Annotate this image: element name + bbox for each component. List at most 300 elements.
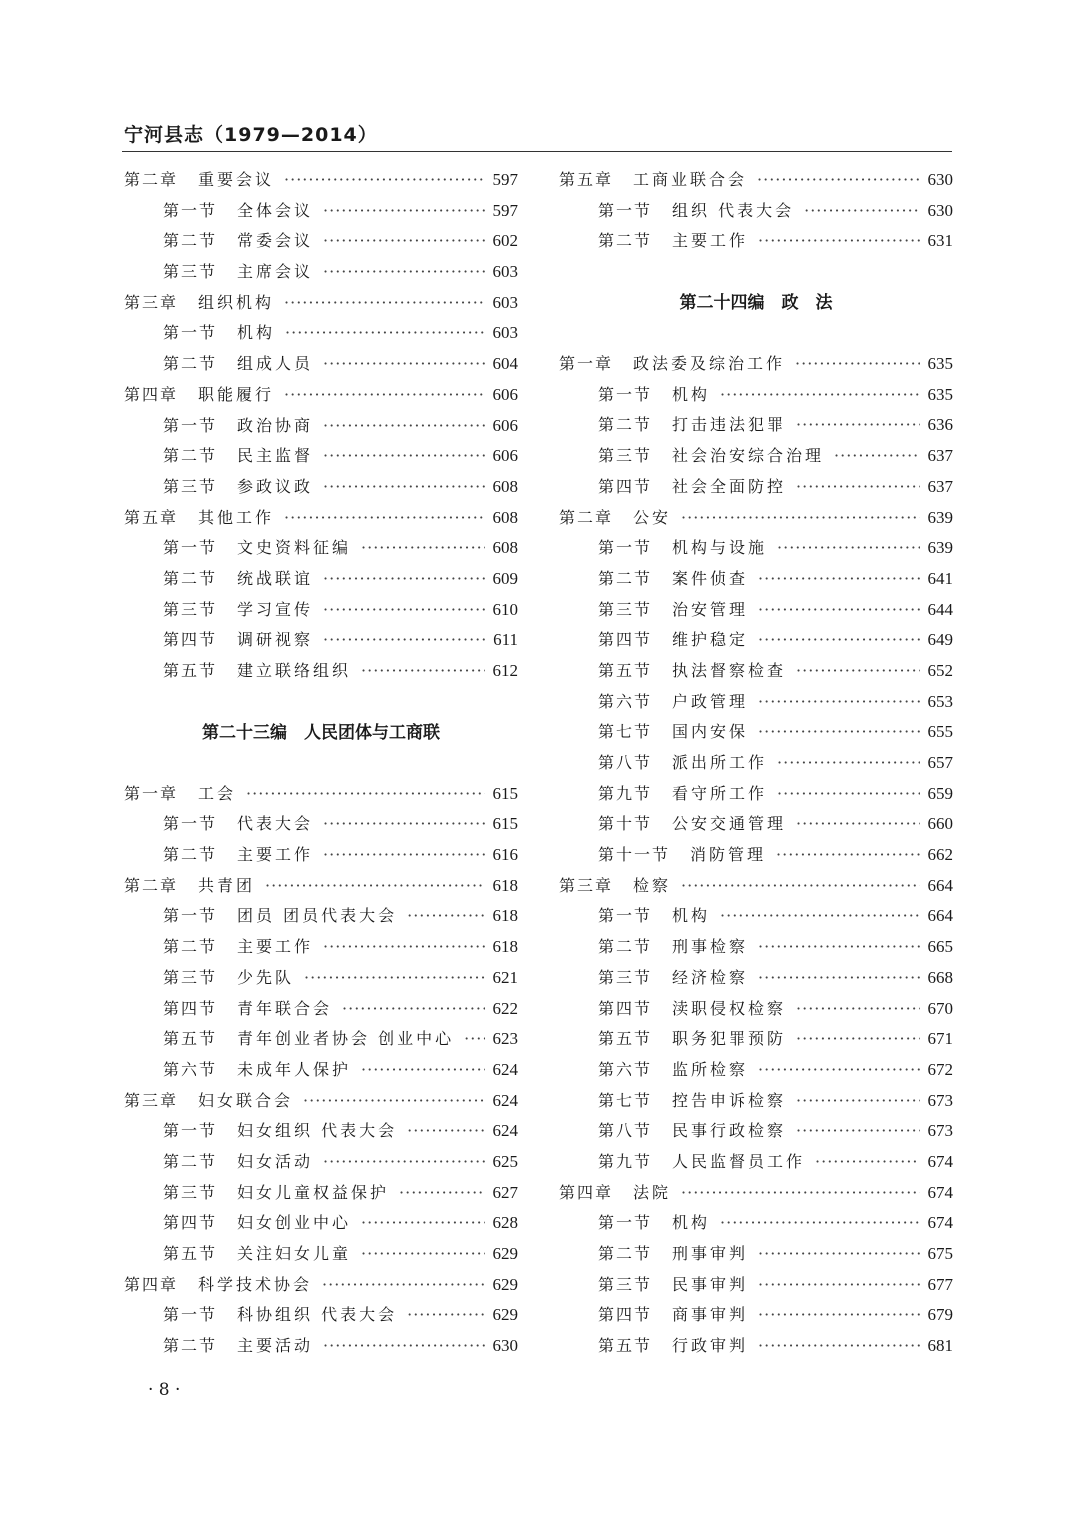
entry-number: 第七节	[598, 1090, 653, 1110]
toc-chapter-entry	[124, 165, 518, 196]
leader-dots	[758, 595, 919, 626]
leader-dots	[323, 472, 484, 503]
leader-dots	[323, 349, 484, 380]
entry-title: 经济检察	[672, 967, 749, 987]
entry-page: 618	[492, 906, 518, 926]
leader-dots	[323, 840, 484, 871]
entry-title: 妇女组织 代表大会	[237, 1121, 398, 1141]
entry-number: 第一节	[598, 538, 653, 558]
entry-number: 第一节	[163, 906, 218, 926]
entry-page: 615	[492, 814, 518, 834]
leader-dots	[361, 1239, 484, 1270]
toc-section-entry	[124, 1300, 518, 1331]
entry-page: 612	[492, 661, 518, 680]
entry-page: 644	[927, 599, 953, 619]
toc-section-entry	[559, 410, 953, 441]
entry-number: 第四章	[124, 1274, 179, 1294]
entry-page: 618	[492, 875, 518, 895]
entry-title: 组织机构	[198, 292, 275, 312]
leader-dots	[758, 687, 919, 718]
leader-dots	[758, 1331, 919, 1362]
leader-dots	[323, 595, 484, 626]
entry-title: 控告申诉检察	[672, 1090, 787, 1110]
entry-page: 623	[492, 1029, 518, 1049]
entry-number: 第一章	[559, 354, 614, 374]
entry-title: 法院	[633, 1182, 672, 1202]
entry-number: 第五节	[598, 660, 653, 680]
leader-dots	[795, 349, 919, 380]
entry-title: 团员 团员代表大会	[237, 906, 398, 926]
entry-number: 第四节	[163, 998, 218, 1018]
entry-page: 608	[492, 538, 518, 558]
toc-section-entry	[559, 533, 953, 564]
toc-section-entry	[559, 441, 953, 472]
entry-page: 629	[492, 1274, 518, 1294]
entry-title: 案件侦查	[672, 568, 749, 588]
entry-page: 659	[927, 783, 953, 803]
entry-number: 第二节	[598, 415, 653, 435]
leader-dots	[361, 656, 484, 687]
leader-dots	[720, 1208, 919, 1239]
entry-number: 第一节	[163, 1121, 218, 1141]
toc-section-entry	[559, 1055, 953, 1086]
entry-page: 673	[927, 1121, 953, 1141]
toc-section-entry	[124, 994, 518, 1025]
page-number: · 8 ·	[148, 1380, 181, 1400]
entry-title: 主要工作	[237, 937, 314, 957]
header-rule	[122, 151, 952, 152]
leader-dots	[361, 533, 484, 564]
toc-left-column	[124, 165, 518, 1362]
toc-section-entry	[124, 411, 518, 442]
entry-title: 未成年人保护	[237, 1059, 352, 1079]
entry-title: 民主监督	[237, 446, 314, 466]
entry-title: 公安交通管理	[672, 814, 787, 834]
entry-title: 组织 代表大会	[672, 200, 795, 220]
entry-number: 第三章	[559, 875, 614, 895]
entry-title: 机构	[672, 384, 711, 404]
toc-section-entry	[124, 533, 518, 564]
entry-page: 637	[927, 476, 953, 496]
entry-number: 第三节	[163, 476, 218, 496]
leader-dots	[323, 809, 484, 840]
entry-page: 636	[927, 415, 953, 435]
entry-page: 673	[927, 1090, 953, 1110]
entry-page: 618	[492, 937, 518, 957]
entry-title: 代表大会	[237, 814, 314, 834]
entry-number: 第二节	[163, 845, 218, 865]
entry-page: 610	[492, 599, 518, 619]
entry-number: 第二节	[163, 568, 218, 588]
entry-title: 主要工作	[672, 231, 749, 251]
leader-dots	[285, 318, 484, 349]
toc-section-entry	[124, 1239, 518, 1270]
entry-number: 第五节	[163, 1029, 218, 1049]
entry-title: 工会	[198, 783, 237, 803]
leader-dots	[796, 1086, 919, 1117]
entry-page: 649	[927, 630, 953, 650]
entry-title: 看守所工作	[672, 783, 768, 803]
toc-section-entry	[559, 1116, 953, 1147]
leader-dots	[720, 901, 919, 932]
leader-dots	[323, 257, 484, 288]
toc-section-entry	[559, 1239, 953, 1270]
leader-dots	[758, 625, 919, 656]
toc-section-entry	[124, 564, 518, 595]
entry-title: 其他工作	[198, 507, 275, 527]
entry-title: 派出所工作	[672, 753, 768, 772]
leader-dots	[815, 1147, 919, 1178]
leader-dots	[796, 1024, 919, 1055]
entry-title: 少先队	[237, 967, 295, 987]
entry-number: 第一节	[163, 323, 218, 343]
entry-page: 606	[492, 446, 518, 466]
toc-chapter-entry	[559, 503, 953, 534]
toc-section-entry	[124, 257, 518, 288]
leader-dots	[323, 625, 485, 656]
entry-title: 青年联合会	[237, 998, 333, 1018]
entry-number: 第五节	[163, 1244, 218, 1263]
entry-page: 627	[492, 1182, 518, 1202]
entry-page: 608	[492, 476, 518, 496]
entry-page: 671	[927, 1029, 953, 1049]
leader-dots	[342, 994, 484, 1025]
entry-page: 639	[927, 538, 953, 558]
leader-dots	[796, 656, 919, 687]
entry-number: 第二节	[163, 937, 218, 957]
entry-title: 妇女联合会	[198, 1090, 294, 1110]
entry-title: 调研视察	[237, 630, 314, 650]
entry-page: 670	[927, 998, 953, 1018]
entry-title: 民事行政检察	[672, 1121, 787, 1141]
entry-number: 第三节	[163, 1182, 218, 1202]
leader-dots	[804, 196, 919, 227]
leader-dots	[361, 1055, 484, 1086]
toc-section-entry	[124, 809, 518, 840]
entry-number: 第二节	[163, 1336, 218, 1356]
toc-section-entry	[559, 1147, 953, 1178]
entry-number: 第三节	[598, 967, 653, 987]
leader-dots	[265, 871, 484, 902]
entry-page: 597	[492, 170, 518, 189]
leader-dots	[284, 503, 484, 534]
entry-page: 652	[927, 660, 953, 680]
part-title: 第二十三编 人民团体与工商联	[202, 722, 440, 743]
entry-number: 第四节	[163, 630, 218, 650]
entry-page: 681	[927, 1336, 953, 1356]
toc-section-entry	[124, 901, 518, 932]
entry-title: 常委会议	[237, 231, 314, 251]
entry-number: 第十节	[598, 814, 653, 834]
leader-dots	[796, 472, 919, 503]
entry-title: 刑事检察	[672, 937, 749, 957]
entry-number: 第二章	[124, 170, 179, 189]
toc-section-entry	[559, 595, 953, 626]
toc-section-entry	[559, 380, 953, 411]
entry-page: 630	[492, 1336, 518, 1356]
entry-number: 第二节	[598, 937, 653, 957]
entry-title: 主要活动	[237, 1336, 314, 1356]
entry-title: 建立联络组织	[237, 661, 352, 680]
leader-dots	[758, 1239, 919, 1270]
leader-dots	[361, 1208, 484, 1239]
toc-section-entry	[559, 717, 953, 748]
toc-section-entry	[124, 625, 518, 656]
entry-number: 第一节	[163, 415, 218, 435]
entry-number: 第九节	[598, 783, 653, 803]
entry-title: 刑事审判	[672, 1244, 749, 1263]
leader-dots	[246, 779, 484, 810]
leader-dots	[323, 196, 484, 227]
entry-page: 653	[927, 691, 953, 711]
entry-page: 621	[492, 967, 518, 987]
toc-section-entry	[124, 595, 518, 626]
entry-page: 609	[492, 568, 518, 588]
entry-title: 关注妇女儿童	[237, 1244, 352, 1263]
entry-title: 民事审判	[672, 1274, 749, 1294]
entry-page: 615	[492, 783, 518, 803]
toc-chapter-entry	[559, 165, 953, 196]
toc-section-entry	[124, 318, 518, 349]
entry-number: 第二节	[163, 231, 218, 251]
entry-page: 608	[492, 507, 518, 527]
entry-page: 655	[927, 722, 953, 742]
leader-dots	[681, 503, 919, 534]
toc-section-entry	[124, 196, 518, 227]
entry-title: 监所检察	[672, 1059, 749, 1079]
entry-number: 第五章	[559, 170, 614, 189]
entry-title: 维护稳定	[672, 630, 749, 650]
entry-page: 637	[927, 446, 953, 466]
toc-section-entry	[559, 687, 953, 718]
entry-page: 630	[927, 200, 953, 220]
leader-dots	[758, 1270, 919, 1301]
entry-number: 第二节	[163, 1151, 218, 1171]
leader-dots	[323, 226, 484, 257]
entry-number: 第一节	[598, 384, 653, 404]
entry-number: 第六节	[598, 1059, 653, 1079]
toc-section-entry	[124, 441, 518, 472]
toc-section-entry	[124, 1147, 518, 1178]
entry-title: 治安管理	[672, 599, 749, 619]
toc-section-entry	[124, 1331, 518, 1362]
entry-number: 第二节	[598, 568, 653, 588]
leader-dots	[777, 533, 919, 564]
leader-dots	[284, 165, 484, 196]
leader-dots	[758, 564, 919, 595]
entry-page: 631	[927, 231, 953, 251]
entry-page: 668	[927, 967, 953, 987]
leader-dots	[407, 1116, 484, 1147]
entry-title: 政治协商	[237, 415, 314, 435]
leader-dots	[407, 1300, 484, 1331]
entry-page: 635	[927, 384, 953, 404]
entry-number: 第四节	[163, 1213, 218, 1233]
toc-section-entry	[559, 472, 953, 503]
toc-section-entry	[559, 809, 953, 840]
entry-title: 打击违法犯罪	[672, 415, 787, 435]
entry-title: 人民监督员工作	[672, 1151, 806, 1171]
entry-number: 第六节	[163, 1059, 218, 1079]
entry-title: 科学技术协会	[198, 1274, 313, 1294]
entry-number: 第一节	[163, 200, 218, 220]
entry-number: 第九节	[598, 1151, 653, 1171]
leader-dots	[681, 1178, 919, 1209]
toc-section-entry	[559, 625, 953, 656]
leader-dots	[464, 1024, 484, 1055]
entry-number: 第一节	[598, 1213, 653, 1233]
leader-dots	[834, 441, 919, 472]
entry-number: 第二节	[163, 446, 218, 466]
entry-title: 国内安保	[672, 722, 749, 742]
leader-dots	[776, 840, 919, 871]
toc-section-entry	[124, 932, 518, 963]
toc-section-entry	[559, 1208, 953, 1239]
entry-page: 672	[927, 1059, 953, 1079]
toc-section-entry	[559, 1270, 953, 1301]
leader-dots	[681, 871, 919, 902]
entry-number: 第一节	[163, 814, 218, 834]
leader-dots	[758, 1300, 919, 1331]
entry-title: 户政管理	[672, 691, 749, 711]
toc-chapter-entry	[124, 380, 518, 411]
entry-page: 603	[492, 292, 518, 312]
leader-dots	[323, 932, 484, 963]
entry-title: 文史资料征编	[237, 538, 352, 558]
entry-page: 603	[492, 323, 518, 343]
entry-number: 第三章	[124, 1090, 179, 1110]
entry-page: 630	[927, 170, 953, 189]
entry-number: 第一章	[124, 783, 179, 803]
entry-number: 第七节	[598, 722, 653, 742]
entry-number: 第一节	[598, 906, 653, 926]
leader-dots	[323, 564, 484, 595]
part-title: 第二十四编 政 法	[679, 293, 833, 314]
entry-page: 611	[493, 630, 518, 650]
leader-dots	[720, 380, 919, 411]
entry-number: 第四节	[598, 998, 653, 1018]
entry-page: 674	[927, 1182, 953, 1202]
entry-title: 科协组织 代表大会	[237, 1305, 398, 1325]
entry-page: 665	[927, 937, 953, 957]
entry-page: 674	[927, 1213, 953, 1233]
toc-section-entry	[124, 1116, 518, 1147]
entry-number: 第二节	[598, 1244, 653, 1263]
entry-page: 628	[492, 1213, 518, 1233]
toc-section-entry	[559, 656, 953, 687]
entry-number: 第八节	[598, 1121, 653, 1141]
leader-dots	[796, 410, 919, 441]
entry-page: 635	[927, 354, 953, 374]
toc-section-entry	[559, 196, 953, 227]
entry-page: 625	[492, 1151, 518, 1171]
entry-number: 第五章	[124, 507, 179, 527]
entry-number: 第三节	[598, 446, 653, 466]
entry-number: 第四节	[598, 1305, 653, 1325]
entry-title: 主要工作	[237, 845, 314, 865]
entry-number: 第四节	[598, 630, 653, 650]
entry-number: 第二章	[124, 875, 179, 895]
entry-page: 674	[927, 1151, 953, 1171]
entry-title: 商事审判	[672, 1305, 749, 1325]
entry-page: 624	[492, 1121, 518, 1141]
entry-number: 第三节	[598, 1274, 653, 1294]
entry-number: 第三节	[163, 599, 218, 619]
leader-dots	[777, 748, 919, 779]
entry-page: 622	[492, 998, 518, 1018]
entry-page: 639	[927, 507, 953, 527]
entry-number: 第五节	[163, 661, 218, 680]
entry-page: 606	[492, 384, 518, 404]
leader-dots	[796, 809, 919, 840]
leader-dots	[304, 963, 484, 994]
leader-dots	[399, 1178, 484, 1209]
entry-page: 675	[927, 1244, 953, 1263]
entry-title: 公安	[633, 507, 672, 527]
entry-number: 第四节	[598, 476, 653, 496]
toc-section-entry	[124, 1024, 518, 1055]
entry-title: 消防管理	[690, 845, 767, 865]
toc-section-entry	[559, 1331, 953, 1362]
entry-title: 机构	[672, 906, 711, 926]
entry-page: 664	[927, 875, 953, 895]
leader-dots	[322, 1270, 484, 1301]
running-head: 宁河县志（1979—2014）	[124, 124, 378, 146]
toc-section-entry	[124, 1055, 518, 1086]
toc-section-entry	[559, 1024, 953, 1055]
leader-dots	[323, 441, 484, 472]
leader-dots	[303, 1086, 484, 1117]
toc-chapter-entry	[124, 503, 518, 534]
leader-dots	[323, 411, 484, 442]
leader-dots	[758, 717, 919, 748]
toc-section-entry	[559, 840, 953, 871]
entry-number: 第二章	[559, 507, 614, 527]
entry-page: 597	[492, 200, 518, 220]
toc-section-entry	[559, 226, 953, 257]
toc-section-entry	[559, 1300, 953, 1331]
entry-number: 第五节	[598, 1336, 653, 1356]
entry-number: 第一节	[163, 538, 218, 558]
entry-page: 664	[927, 906, 953, 926]
entry-number: 第八节	[598, 753, 653, 772]
entry-number: 第二节	[598, 231, 653, 251]
toc-chapter-entry	[559, 1178, 953, 1209]
toc-section-entry	[124, 840, 518, 871]
entry-title: 全体会议	[237, 200, 314, 220]
entry-page: 603	[492, 262, 518, 282]
toc-chapter-entry	[124, 1270, 518, 1301]
entry-title: 社会全面防控	[672, 476, 787, 496]
entry-number: 第三节	[163, 262, 218, 282]
entry-number: 第五节	[598, 1029, 653, 1049]
entry-title: 共青团	[198, 875, 256, 895]
toc-section-entry	[559, 564, 953, 595]
leader-dots	[758, 226, 919, 257]
entry-page: 662	[927, 845, 953, 865]
leader-dots	[758, 932, 919, 963]
entry-number: 第十一节	[598, 845, 671, 865]
toc-chapter-entry	[124, 1086, 518, 1117]
leader-dots	[284, 288, 484, 319]
entry-title: 组成人员	[237, 354, 314, 374]
leader-dots	[796, 994, 919, 1025]
entry-title: 主席会议	[237, 262, 314, 282]
toc-section-entry	[559, 932, 953, 963]
entry-title: 职务犯罪预防	[672, 1029, 787, 1049]
toc-section-entry	[559, 1086, 953, 1117]
entry-title: 青年创业者协会 创业中心	[237, 1029, 455, 1049]
